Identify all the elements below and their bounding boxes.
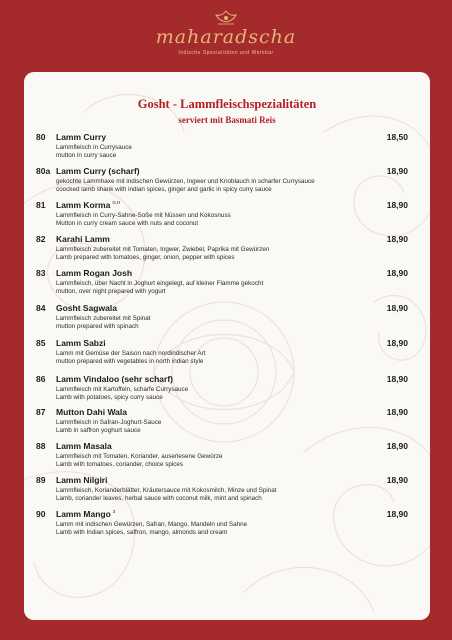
- item-number: 89: [36, 475, 46, 485]
- item-desc-de: Lammfleisch in Currysauce: [56, 144, 132, 151]
- item-number: 80: [36, 132, 46, 142]
- item-price: 18,90: [386, 234, 408, 244]
- section-title: Gosht - Lammfleischspezialitäten: [137, 97, 317, 111]
- item-desc-de: Lamm mit indischen Gewürzen, Safran, Mango, Mandeln und Sahne: [56, 521, 248, 528]
- item-desc-de: Lammfleisch, über Nacht in Joghurt eingelegt, auf kleiner Flamme gekocht: [56, 280, 264, 287]
- item-desc-en: coocked lamb shank with indian spices, ginger and garlic in spicy curry sauce: [56, 186, 272, 193]
- item-price: 18,90: [386, 200, 408, 210]
- item-name: Lamm Nilgiri: [56, 475, 108, 485]
- item-desc-en: Mutton in curry cream sauce with nuts and coconut: [56, 220, 199, 227]
- item-desc-en: Lamb prepared with tomatoes, ginger, onion, pepper with spices: [56, 254, 235, 261]
- item-name: Gosht Sagwala: [56, 303, 117, 313]
- item-desc-en: mutton, over night prepared with yogurt: [56, 288, 166, 295]
- item-desc-en: Lamb, coriander leaves, herbal sauce with coconut milk, mint and spinach: [56, 495, 262, 502]
- item-name: Lamm Sabzi: [56, 338, 106, 348]
- item-number: 87: [36, 407, 46, 417]
- item-number: 81: [36, 200, 46, 210]
- item-desc-de: gekochte Lammhaxe mit indischen Gewürzen, Ingwer und Knoblauch in scharfer Currysauce: [56, 178, 315, 185]
- menu-panel: [24, 72, 430, 620]
- item-desc-en: mutton in curry sauce: [56, 152, 117, 159]
- item-desc-de: Lammfleisch mit Tomaten, Koriander, auserlesene Gewürze: [56, 453, 223, 460]
- allergen-note: 3: [112, 509, 116, 514]
- item-price: 18,90: [386, 303, 408, 313]
- item-price: 18,90: [386, 374, 408, 384]
- item-desc-de: Lamm mit Gemüse der Saison nach nordindischer Art: [56, 350, 206, 357]
- item-desc-de: Lammfleisch, Korianderblätter, Kräutersauce mit Kokosmilch, Minze und Spinat: [56, 487, 277, 494]
- item-name: Lamm Curry: [56, 132, 107, 142]
- item-price: 18,90: [386, 338, 408, 348]
- item-number: 88: [36, 441, 46, 451]
- item-desc-de: Lammfleisch zubereitet mit Tomaten, Ingwer, Zwiebel, Paprika mit Gewürzen: [56, 246, 270, 253]
- item-desc-en: Lamb with tomatoes, coriander, choice spices: [56, 461, 184, 468]
- item-desc-en: mutton prepared with vegetables in north indian style: [56, 358, 204, 365]
- restaurant-header: [0, 0, 452, 70]
- item-desc-en: Lamb in saffron yoghurt sauce: [56, 427, 141, 434]
- item-name: Lamm Curry (scharf): [56, 166, 140, 176]
- item-desc-en: Lamb with Indian spices, saffron, mango, almonds and cream: [56, 529, 228, 536]
- item-desc-de: Lammfleisch in Curry-Sahne-Soße mit Nüssen und Kokosnuss: [56, 212, 231, 219]
- item-price: 18,90: [386, 268, 408, 278]
- item-price: 18,90: [386, 166, 408, 176]
- item-number: 84: [36, 303, 46, 313]
- item-name: Lamm Masala: [56, 441, 112, 451]
- item-price: 18,90: [386, 475, 408, 485]
- section-subtitle: serviert mit Basmati Reis: [178, 115, 276, 125]
- item-number: 82: [36, 234, 46, 244]
- restaurant-tagline: Indische Spezialitäten und Weinbar: [178, 50, 274, 56]
- item-name: Mutton Dahi Wala: [56, 407, 127, 417]
- item-price: 18,90: [386, 407, 408, 417]
- restaurant-logo: maharadscha: [155, 26, 297, 48]
- item-number: 90: [36, 509, 46, 519]
- item-desc-en: Lamb with potatoes, spicy curry sauce: [56, 394, 163, 401]
- item-price: 18,90: [386, 441, 408, 451]
- item-price: 18,90: [386, 509, 408, 519]
- item-name: Lamm Korma $^{G,H}$: [56, 200, 121, 210]
- item-desc-de: Lammfleisch mit Kartoffeln, scharfe Currysauce: [56, 386, 189, 393]
- item-name: Lamm Vindaloo (sehr scharf): [56, 374, 173, 384]
- item-number: 85: [36, 338, 46, 348]
- item-name: Lamm Mango $^3$: [56, 509, 116, 519]
- item-price: 18,50: [386, 132, 408, 142]
- allergen-note: G,H: [112, 200, 121, 205]
- item-number: 86: [36, 374, 46, 384]
- item-name: Karahi Lamm: [56, 234, 110, 244]
- item-desc-de: Lammfleisch in Safran-Joghurt-Sauce: [56, 419, 162, 426]
- item-number: 80a: [36, 166, 51, 176]
- item-number: 83: [36, 268, 46, 278]
- item-name: Lamm Rogan Josh: [56, 268, 133, 278]
- item-desc-de: Lammfleisch zubereitet mit Spinat: [56, 315, 151, 322]
- item-desc-en: mutton prepared with spinach: [56, 323, 139, 330]
